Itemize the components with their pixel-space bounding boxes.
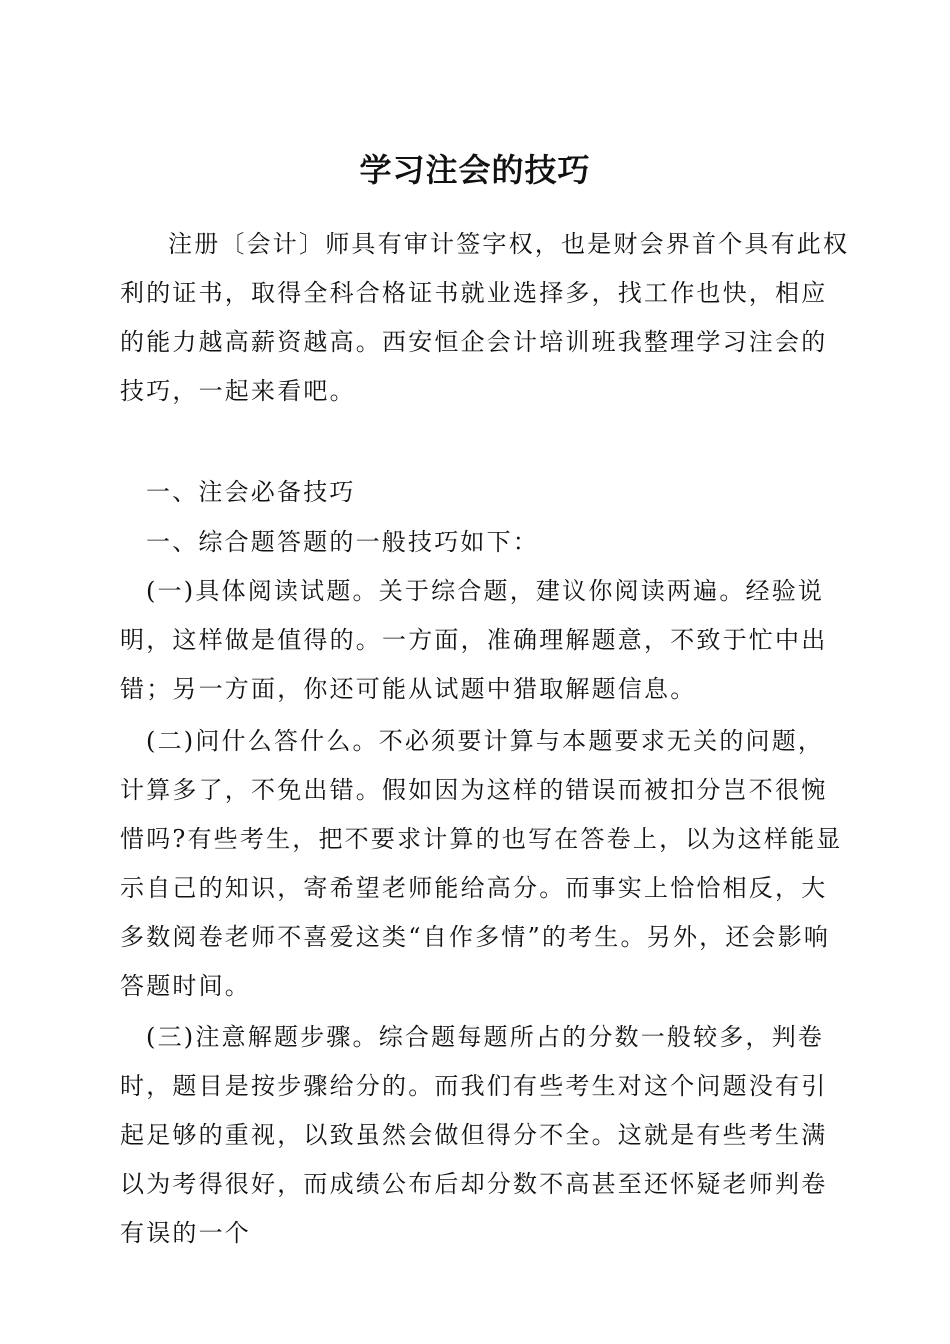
section-heading: 一、注会必备技巧 — [146, 478, 356, 506]
document-title: 学习注会的技巧 — [359, 151, 591, 189]
paragraph-reading-tip: (一)具体阅读试题。关于综合题，建议你阅读两遍。经验说明，这样做是值得的。一方面，准确理解题意，不致于忙中出错；另一方面，你还可能从试题中猎取解题信息。 — [120, 577, 828, 703]
intro-paragraph: 注册〔会计〕师具有审计签字权，也是财会界首个具有此权利的证书，取得全科合格证书就业选择多，找工作也快，相应的能力越高薪资越高。西安恒企会计培训班我整理学习注会的技巧，一起来看吧。 — [120, 230, 850, 405]
paragraph-steps-tip: (三)注意解题步骤。综合题每题所占的分数一般较多，判卷时，题目是按步骤给分的。而我们有些考生对这个问题没有引起足够的重视，以致虽然会做但得分不全。这就是有些考生满以为考得很好，而成绩公布后却分数不高甚至还怀疑老师判卷有误的一个 — [120, 1023, 828, 1247]
paragraph-answer-tip: (二)问什么答什么。不必须要计算与本题要求无关的问题，计算多了，不免出错。假如因为这样的错误而被扣分岂不很惋惜吗?有些考生，把不要求计算的也写在答卷上，以为这样能显示自己的知识，寄希望老师能给高分。而事实上恰恰相反，大多数阅卷老师不喜爱这类“自作多情”的考生。另外，还会影响答题时间。 — [120, 727, 843, 1000]
subsection-heading: 一、综合题答题的一般技巧如下： — [146, 528, 539, 556]
